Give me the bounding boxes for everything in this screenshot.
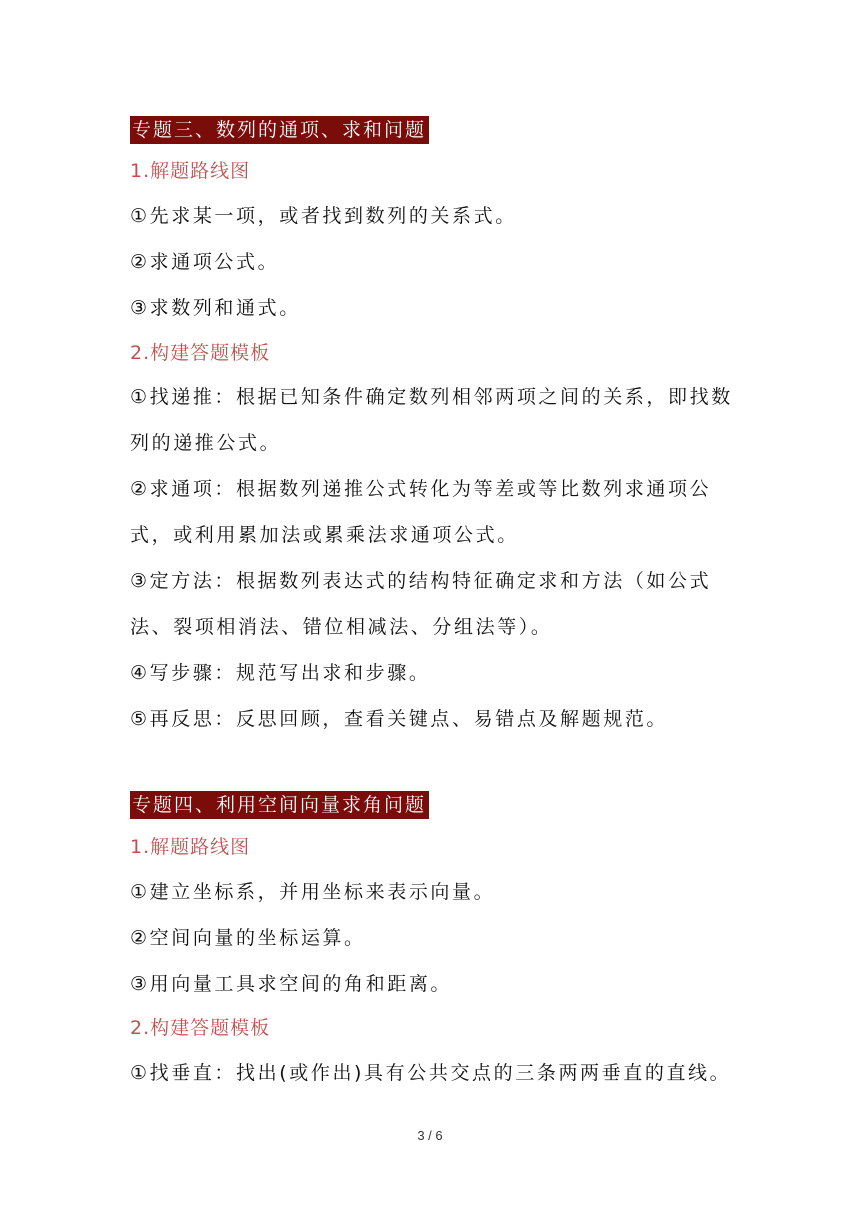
list-item: ⑤再反思：反思回顾，查看关键点、易错点及解题规范。 [130,708,669,730]
list-item: ③定方法：根据数列表达式的结构特征确定求和方法（如公式法、裂项相消法、错位相减法、分组法等）。 [130,570,712,638]
section4-template-list [130,1050,740,1096]
page-number: 3 / 6 [417,1128,443,1143]
section4-title: 专题四、利用空间向量求角问题 [130,791,429,819]
section4-route-heading: 1.解题路线图 [130,836,251,858]
list-item: ①先求某一项，或者找到数列的关系式。 [130,205,517,227]
section4-template-heading: 2.构建答题模板 [130,1017,271,1039]
list-item: ④写步骤：规范写出求和步骤。 [130,662,431,684]
section3-route-heading: 1.解题路线图 [130,160,251,182]
section3-template-list [130,374,740,742]
section4-title-block [130,791,740,819]
list-item: ①找垂直：找出(或作出)具有公共交点的三条两两垂直的直线。 [130,1062,732,1084]
section3-title-block [130,116,740,144]
list-item: ②空间向量的坐标运算。 [130,927,366,949]
section3-route-list [130,193,740,331]
section4-route-list [130,869,740,1007]
list-item: ③用向量工具求空间的角和距离。 [130,973,453,995]
section3-title: 专题三、数列的通项、求和问题 [130,116,429,144]
list-item: ①找递推：根据已知条件确定数列相邻两项之间的关系，即找数列的递推公式。 [130,386,733,454]
list-item: ②求通项：根据数列递推公式转化为等差或等比数列求通项公式，或利用累加法或累乘法求通项公式。 [130,478,712,546]
section3-template-heading: 2.构建答题模板 [130,342,271,364]
list-item: ①建立坐标系，并用坐标来表示向量。 [130,881,496,903]
list-item: ②求通项公式。 [130,251,280,273]
list-item: ③求数列和通式。 [130,297,301,319]
